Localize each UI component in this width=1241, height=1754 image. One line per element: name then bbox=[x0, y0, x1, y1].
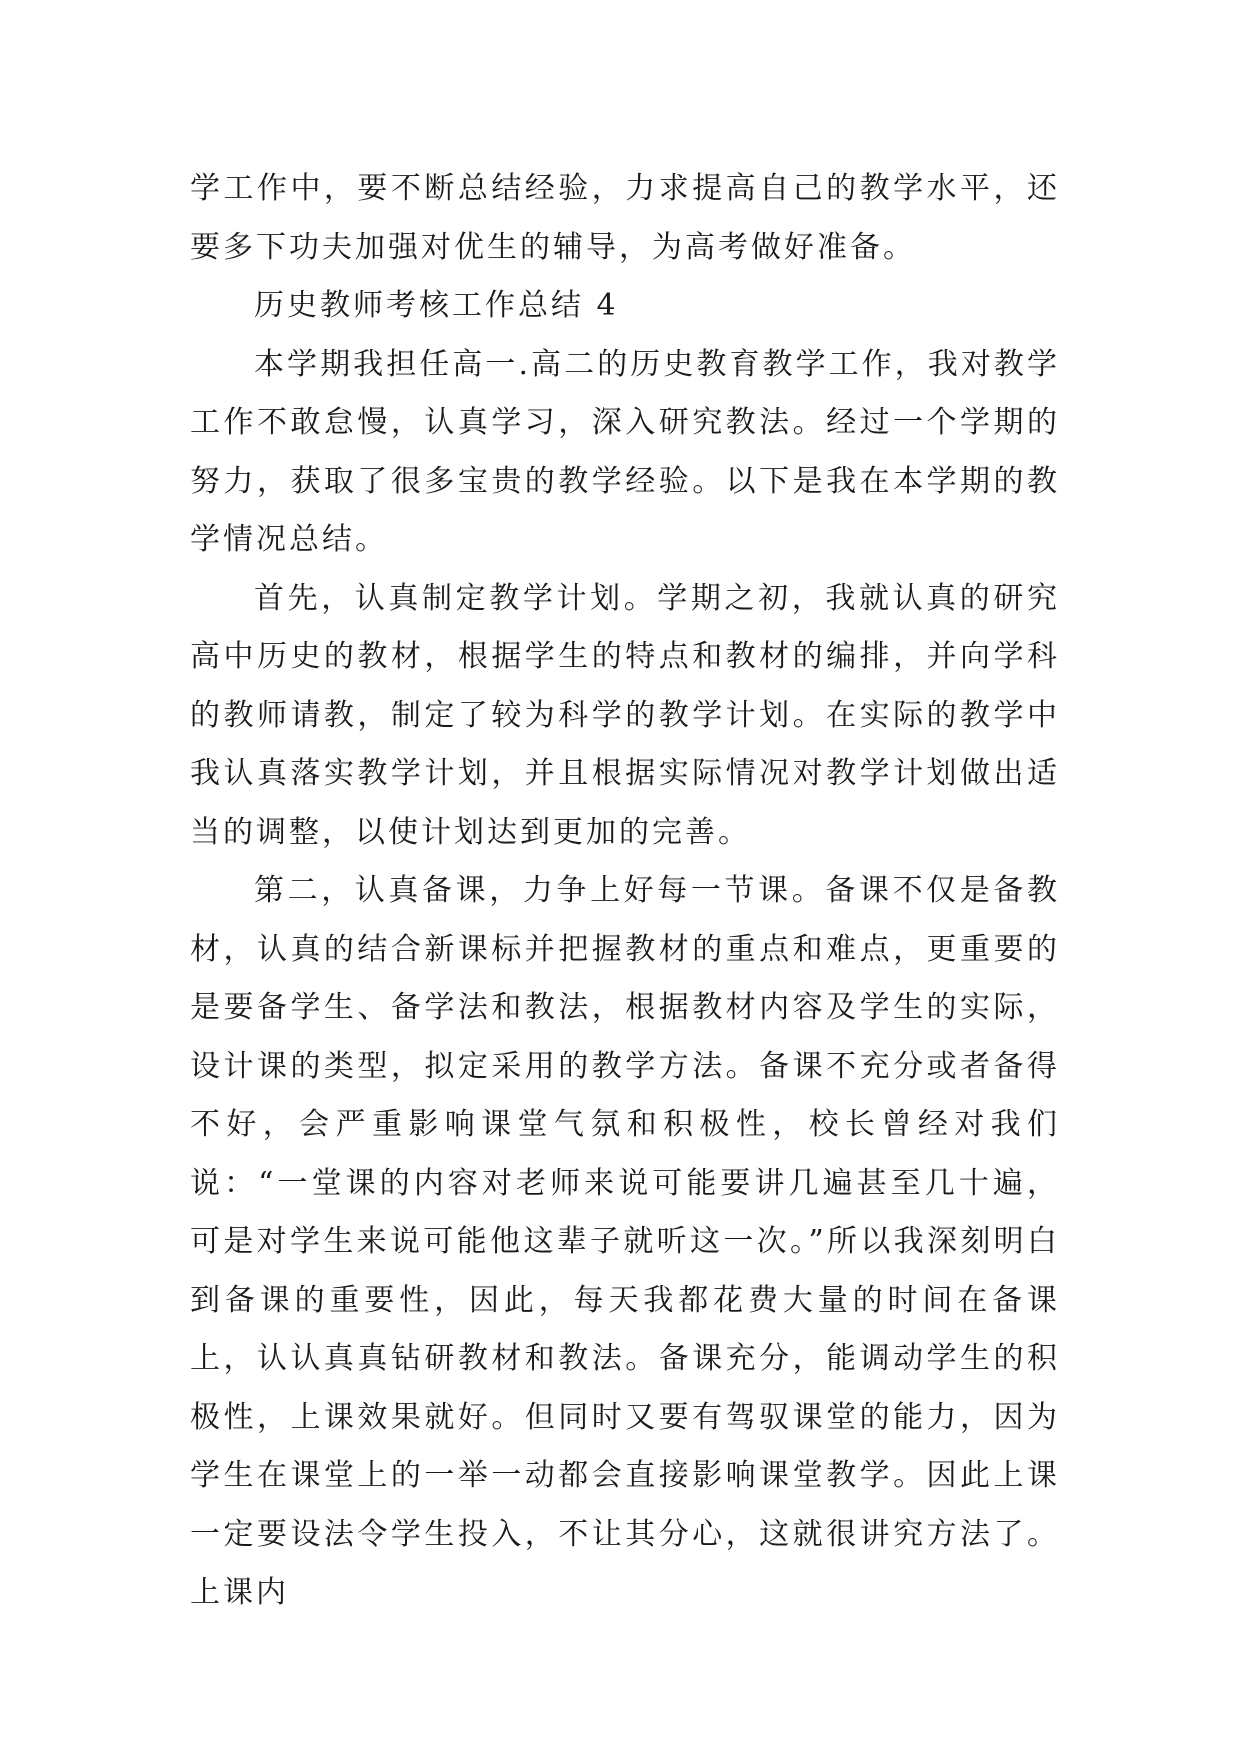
paragraph-continuation: 学工作中，要不断总结经验，力求提高自己的教学水平，还要多下功夫加强对优生的辅导，为高考做好准备。 bbox=[190, 171, 1060, 265]
paragraph-intro: 本学期我担任高一.高二的历史教育教学工作，我对教学工作不敢怠慢，认真学习，深入研究教法。经过一个学期的努力，获取了很多宝贵的教学经验。以下是我在本学期的教学情况总结。 bbox=[190, 346, 1060, 557]
paragraph-lesson-preparation: 第二，认真备课，力争上好每一节课。备课不仅是备教材，认真的结合新课标并把握教材的重点和难点，更重要的是要备学生、备学法和教法，根据教材内容及学生的实际，设计课的类型，拟定采用的教学方法。备课不充分或者备得不好，会严重影响课堂气氛和积极性，校长曾经对我们说：“一堂课的内容对老师来说可能要讲几遍甚至几十遍，可是对学生来说可能他这辈子就听这一次。”所以我深刻明白到备课的重要性，因此，每天我都花费大量的时间在备课上，认认真真钻研教材和教法。备课充分，能调动学生的积极性，上课效果就好。但同时又要有驾驭课堂的能力，因为学生在课堂上的一举一动都会直接影响课堂教学。因此上课一定要设法令学生投入，不让其分心，这就很讲究方法了。上课内 bbox=[190, 873, 1060, 1610]
section-heading: 历史教师考核工作总结 4 bbox=[254, 288, 619, 323]
paragraph-teaching-plan: 首先，认真制定教学计划。学期之初，我就认真的研究高中历史的教材，根据学生的特点和教材的编排，并向学科的教师请教，制定了较为科学的教学计划。在实际的教学中我认真落实教学计划，并且根据实际情况对教学计划做出适当的调整，以使计划达到更加的完善。 bbox=[190, 580, 1060, 850]
document-body bbox=[190, 160, 1060, 1623]
